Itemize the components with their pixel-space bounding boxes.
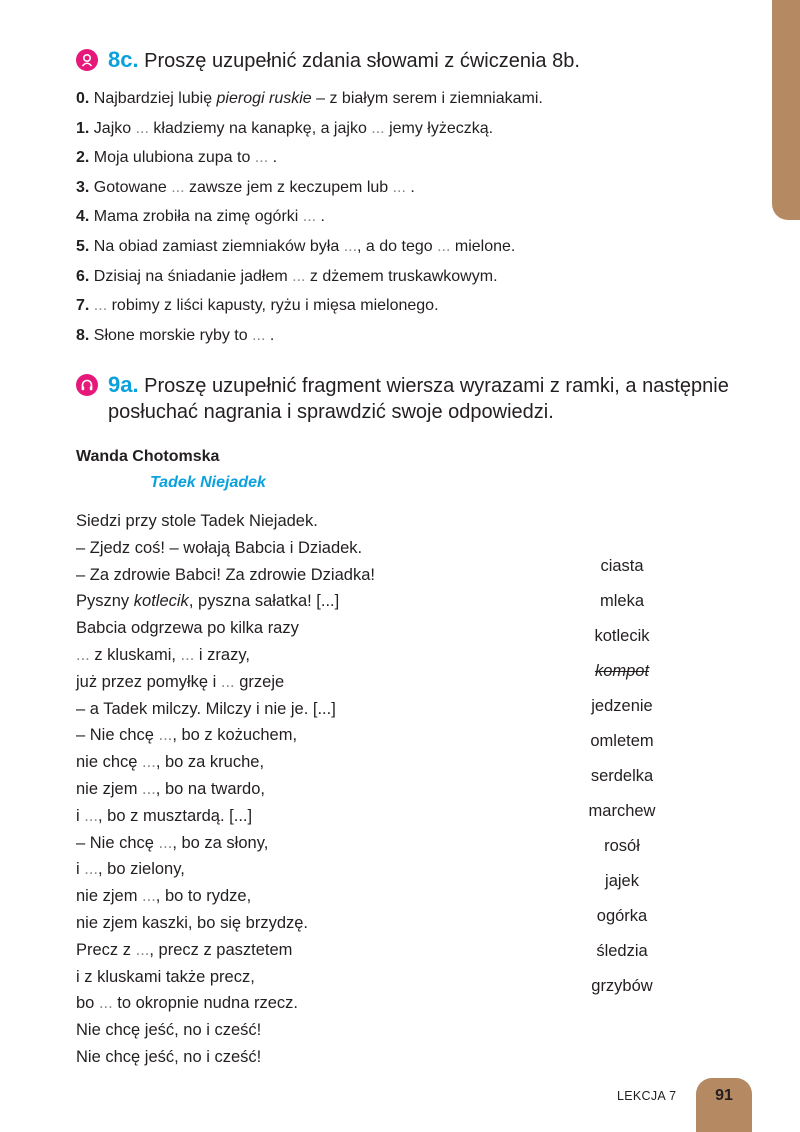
poem-line: [76, 537, 375, 564]
blank-gap: ...: [142, 779, 156, 798]
text-segment: , a do tego: [357, 237, 438, 255]
text-segment: Dzisiaj na śniadanie jadłem: [93, 267, 293, 285]
poem-line: [76, 912, 375, 939]
poem-line: [76, 939, 375, 966]
blank-gap: ...: [158, 726, 173, 745]
sentence-item: [76, 325, 756, 355]
exercise-instruction-line1: Proszę uzupełnić fragment wiersza wyrazami z ramki, a następnie: [144, 375, 729, 397]
sentence-list: [76, 88, 756, 354]
text-segment: – Nie chcę: [76, 726, 159, 745]
text-segment: Babcia odgrzewa po kilka razy: [76, 619, 299, 638]
text-segment: , bo za kruche,: [155, 753, 265, 772]
blank-gap: ...: [371, 119, 385, 137]
text-segment: to okropnie nudna rzecz.: [112, 994, 298, 1013]
word-box-item: [560, 764, 684, 799]
text-segment: Najbardziej lubię: [93, 90, 217, 107]
poem-line: [76, 966, 375, 993]
blank-gap: ...: [98, 994, 113, 1013]
text-segment: grzeje: [234, 672, 285, 691]
lesson-label: LEKCJA 7: [617, 1089, 677, 1103]
text-segment: , precz z pasztetem: [149, 940, 293, 959]
text-segment: – Nie chcę: [76, 833, 159, 852]
blank-gap: ...: [76, 645, 90, 664]
exercise-number: 9a.: [108, 372, 139, 397]
poem-author: Wanda Chotomska: [76, 448, 220, 465]
blank-gap: ...: [392, 178, 406, 196]
text-segment: .: [405, 178, 415, 196]
word-box-item: [560, 589, 684, 624]
sentence-number: 6.: [76, 267, 90, 285]
blank-gap: ...: [292, 267, 306, 285]
blank-gap: ...: [84, 860, 99, 879]
blank-gap: ...: [158, 833, 173, 852]
word-option: śledzia: [596, 942, 648, 960]
text-segment: jemy łyżeczką.: [384, 119, 494, 137]
blank-gap: ...: [135, 119, 149, 137]
used-word: kompot: [594, 662, 650, 680]
text-segment: Mama zrobiła na zimę ogórki: [93, 208, 303, 226]
blank-gap: ...: [142, 887, 156, 906]
text-segment: – Za zdrowie Babci! Za zdrowie Dziadka!: [76, 565, 375, 584]
text-segment: Siedzi przy stole Tadek Niejadek.: [76, 512, 318, 530]
sentence-item: [76, 147, 756, 177]
sentence-number: 3.: [76, 178, 90, 196]
blank-gap: ...: [135, 940, 150, 959]
text-segment: .: [265, 326, 275, 344]
sentence-number: 0.: [76, 90, 90, 107]
blank-gap: ...: [437, 237, 451, 255]
word-box-item: [560, 554, 684, 589]
poem-line: [76, 510, 375, 537]
sentence-number: 4.: [76, 208, 90, 226]
page-edge-tab: [772, 0, 800, 220]
word-box-item: [560, 624, 684, 659]
text-segment: Na obiad zamiast ziemniaków była: [93, 237, 344, 255]
sentence-number: 2.: [76, 149, 90, 167]
word-option: omletem: [590, 732, 654, 750]
text-segment: i: [76, 806, 85, 825]
poem-line: [76, 992, 375, 1019]
word-box-item: [560, 659, 684, 694]
word-option: ogórka: [596, 907, 648, 925]
text-segment: – Zjedz coś! – wołają Babcia i Dziadek.: [76, 538, 363, 557]
sentence-number: 1.: [76, 119, 90, 137]
text-segment: Gotowane: [93, 178, 172, 196]
blank-gap: ...: [343, 237, 358, 255]
text-segment: i z kluskami także precz,: [76, 967, 255, 986]
word-option: ciasta: [600, 557, 644, 575]
text-segment: , bo na twardo,: [155, 779, 265, 798]
text-segment: robimy z liści kapusty, ryżu i mięsa mielonego.: [107, 297, 439, 315]
text-segment: Nie chcę jeść, no i cześć!: [76, 1021, 262, 1040]
poem-title: Tadek Niejadek: [150, 474, 266, 491]
poem-line: [76, 751, 375, 778]
text-segment: – a Tadek milczy. Milczy i nie je. [...]: [76, 699, 336, 718]
word-option: serdelka: [590, 767, 654, 785]
blank-gap: ...: [254, 149, 269, 167]
word-box-item: [560, 939, 684, 974]
text-segment: .: [316, 208, 325, 226]
word-box: [560, 554, 684, 1009]
text-segment: .: [268, 149, 278, 167]
text-segment: Precz z: [76, 940, 136, 959]
sentence-number: 7.: [76, 297, 90, 315]
word-box-item: [560, 904, 684, 939]
word-box-item: [560, 694, 684, 729]
word-option: jajek: [605, 872, 639, 890]
text-segment: , bo za słony,: [172, 833, 269, 852]
text-segment: pierogi ruskie: [216, 90, 312, 107]
blank-gap: ...: [84, 806, 99, 825]
text-segment: Pyszny: [76, 592, 134, 611]
exercise-instruction-line2: posłuchać nagrania i sprawdzić swoje odpowiedzi.: [108, 401, 554, 423]
text-segment: nie chcę: [76, 753, 143, 772]
text-segment: nie zjem: [76, 779, 143, 798]
sentence-item: [76, 266, 756, 296]
text-segment: – z białym serem i ziemniakami.: [311, 90, 543, 107]
exercise-instruction: Proszę uzupełnić zdania słowami z ćwiczenia 8b.: [144, 50, 580, 72]
text-segment: Moja ulubiona zupa to: [93, 149, 255, 167]
sentence-number: 8.: [76, 326, 90, 344]
blank-gap: ...: [252, 326, 266, 344]
blank-gap: ...: [142, 753, 156, 772]
page-number: 91: [696, 1078, 752, 1132]
text-segment: Nie chcę jeść, no i cześć!: [76, 1047, 262, 1066]
text-segment: Słone morskie ryby to: [93, 326, 253, 344]
exercise-9a-header: [76, 372, 729, 425]
blank-gap: ...: [171, 178, 185, 196]
poem-line: [76, 885, 375, 912]
sentence-number: 5.: [76, 237, 90, 255]
word-option: rosół: [604, 837, 640, 855]
poem-line: [76, 858, 375, 885]
poem-line: [76, 805, 375, 832]
text-segment: Jajko: [93, 119, 136, 137]
sentence-item: [76, 295, 756, 325]
poem-line: [76, 698, 375, 725]
poem-line: [76, 617, 375, 644]
text-segment: mielone.: [450, 237, 516, 255]
blank-gap: ...: [302, 208, 317, 226]
text-segment: i zrazy,: [194, 645, 250, 664]
word-box-item: [560, 974, 684, 1009]
poem-line: [76, 644, 375, 671]
word-box-item: [560, 869, 684, 904]
exercise-8c-header: [76, 47, 580, 74]
sentence-item: [76, 206, 756, 236]
text-segment: nie zjem kaszki, bo się brzydzę.: [76, 913, 309, 932]
word-option: jedzenie: [591, 697, 653, 715]
word-option: mleka: [599, 592, 644, 610]
blank-gap: ...: [93, 297, 108, 315]
text-segment: nie zjem: [76, 887, 143, 906]
word-box-item: [560, 834, 684, 869]
text-segment: z dżemem truskawkowym.: [305, 267, 498, 285]
text-segment: kładziemy na kanapkę, a jajko: [148, 119, 372, 137]
poem-line: [76, 1046, 375, 1073]
text-segment: bo: [76, 994, 99, 1013]
blank-gap: ...: [220, 672, 235, 691]
text-segment: , bo z kożuchem,: [172, 726, 298, 745]
poem-line: [76, 564, 375, 591]
text-segment: , bo z musztardą. [...]: [98, 806, 253, 825]
text-segment: z kluskami,: [89, 645, 181, 664]
poem-line: [76, 778, 375, 805]
text-segment: już przez pomyłkę i: [76, 672, 221, 691]
word-option: grzybów: [591, 977, 653, 995]
word-box-item: [560, 799, 684, 834]
sentence-item: [76, 236, 756, 266]
poem-line: [76, 1019, 375, 1046]
headphones-icon: [76, 374, 98, 396]
text-segment: , pyszna sałatka! [...]: [188, 592, 340, 611]
poem-line: [76, 832, 375, 859]
poem-line: [76, 590, 375, 617]
sentence-item: [76, 177, 756, 207]
text-segment: kotlecik: [133, 592, 189, 611]
sentence-item: [76, 88, 756, 118]
poem-line: [76, 724, 375, 751]
text-segment: , bo to rydze,: [155, 887, 252, 906]
poem-line: [76, 671, 375, 698]
word-box-item: [560, 729, 684, 764]
blank-gap: ...: [180, 645, 195, 664]
text-segment: , bo zielony,: [98, 860, 185, 879]
exercise-number: 8c.: [108, 47, 139, 72]
speaking-head-icon: [76, 49, 98, 71]
sentence-item: [76, 118, 756, 148]
text-segment: zawsze jem z keczupem lub: [184, 178, 393, 196]
word-option: marchew: [588, 802, 656, 820]
poem-text: [76, 510, 375, 1073]
word-option: kotlecik: [594, 627, 650, 645]
text-segment: i: [76, 860, 85, 879]
